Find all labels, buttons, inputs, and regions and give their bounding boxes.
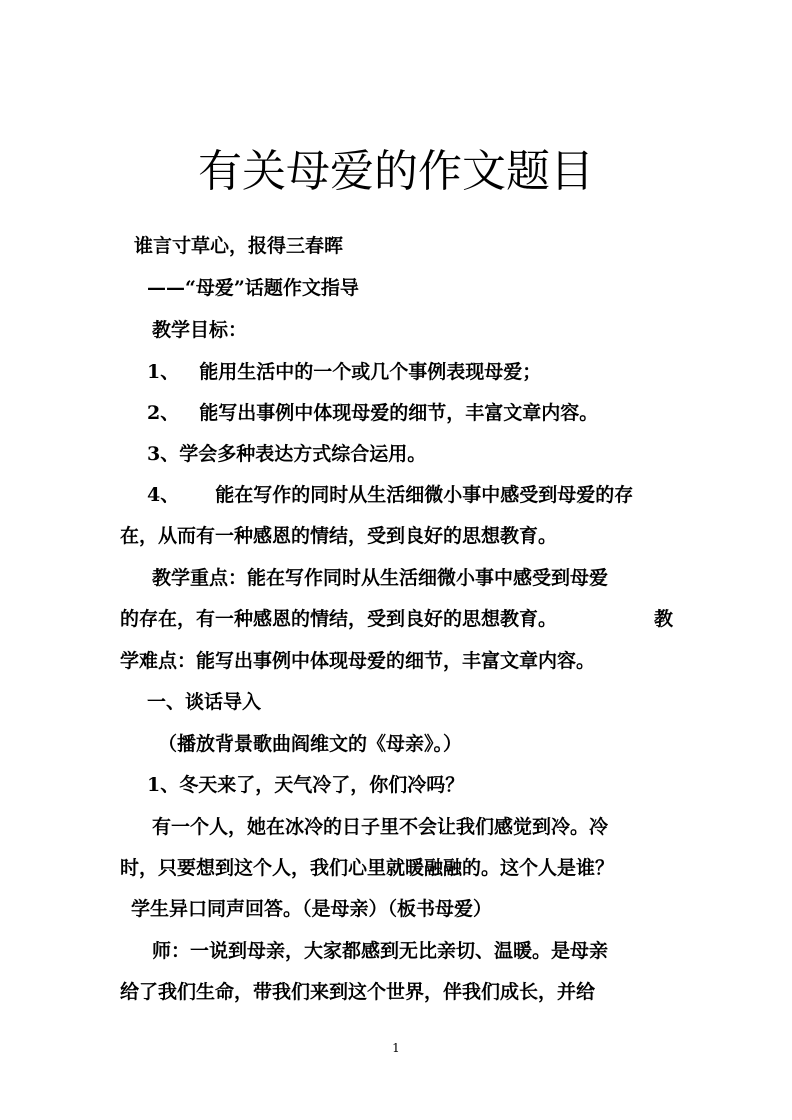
paragraph-line: 学难点：能写出事例中体现母爱的细节，丰富文章内容。 [120, 650, 596, 672]
list-item [147, 400, 598, 426]
paragraph-line: 时，只要想到这个人，我们心里就暖融融的。这个人是谁？ [120, 857, 615, 879]
section-heading: 教学目标： [152, 319, 248, 341]
paragraph-line: 在，从而有一种感恩的情结，受到良好的思想教育。 [120, 525, 558, 547]
list-item-number: 2、 [147, 402, 180, 424]
list-item-text: 能用生活中的一个或几个事例表现母爱； [199, 361, 542, 383]
paragraph-line: （播放背景歌曲阎维文的《母亲》。） [158, 733, 463, 755]
list-item-number: 4、 [147, 484, 180, 506]
paragraph-line: 1、冬天来了，天气冷了，你们冷吗？ [147, 774, 465, 796]
page-number: 1 [392, 1041, 400, 1055]
subtitle-dash-line: ——“母爱”话题作文指导 [147, 277, 359, 299]
list-item [147, 482, 633, 508]
list-item-text: 能在写作的同时从生活细微小事中感受到母爱的存 [215, 484, 634, 506]
section-heading: 一、谈话导入 [147, 691, 262, 713]
paragraph-text: 的存在，有一种感恩的情结，受到良好的思想教育。 [120, 608, 558, 630]
paragraph-line: 学生异口同声回答。（是母亲）（板书母爱） [131, 898, 493, 920]
list-item: 3、学会多种表达方式综合运用。 [147, 443, 427, 465]
paragraph-line [120, 606, 673, 632]
document-title: 有关母爱的作文题目 [198, 146, 594, 197]
list-item-text: 能写出事例中体现母爱的细节，丰富文章内容。 [199, 402, 599, 424]
list-item-number: 1、 [147, 361, 180, 383]
list-item [147, 359, 541, 385]
paragraph-line: 给了我们生命，带我们来到这个世界，伴我们成长，并给 [120, 981, 596, 1003]
subtitle-line: 谁言寸草心，报得三春晖 [134, 235, 344, 257]
paragraph-text: 教 [653, 608, 673, 630]
paragraph-line: 教学重点：能在写作同时从生活细微小事中感受到母爱 [152, 567, 609, 589]
paragraph-line: 有一个人，她在冰冷的日子里不会让我们感觉到冷。冷 [152, 816, 609, 838]
paragraph-line: 师：一说到母亲，大家都感到无比亲切、温暖。是母亲 [152, 940, 609, 962]
